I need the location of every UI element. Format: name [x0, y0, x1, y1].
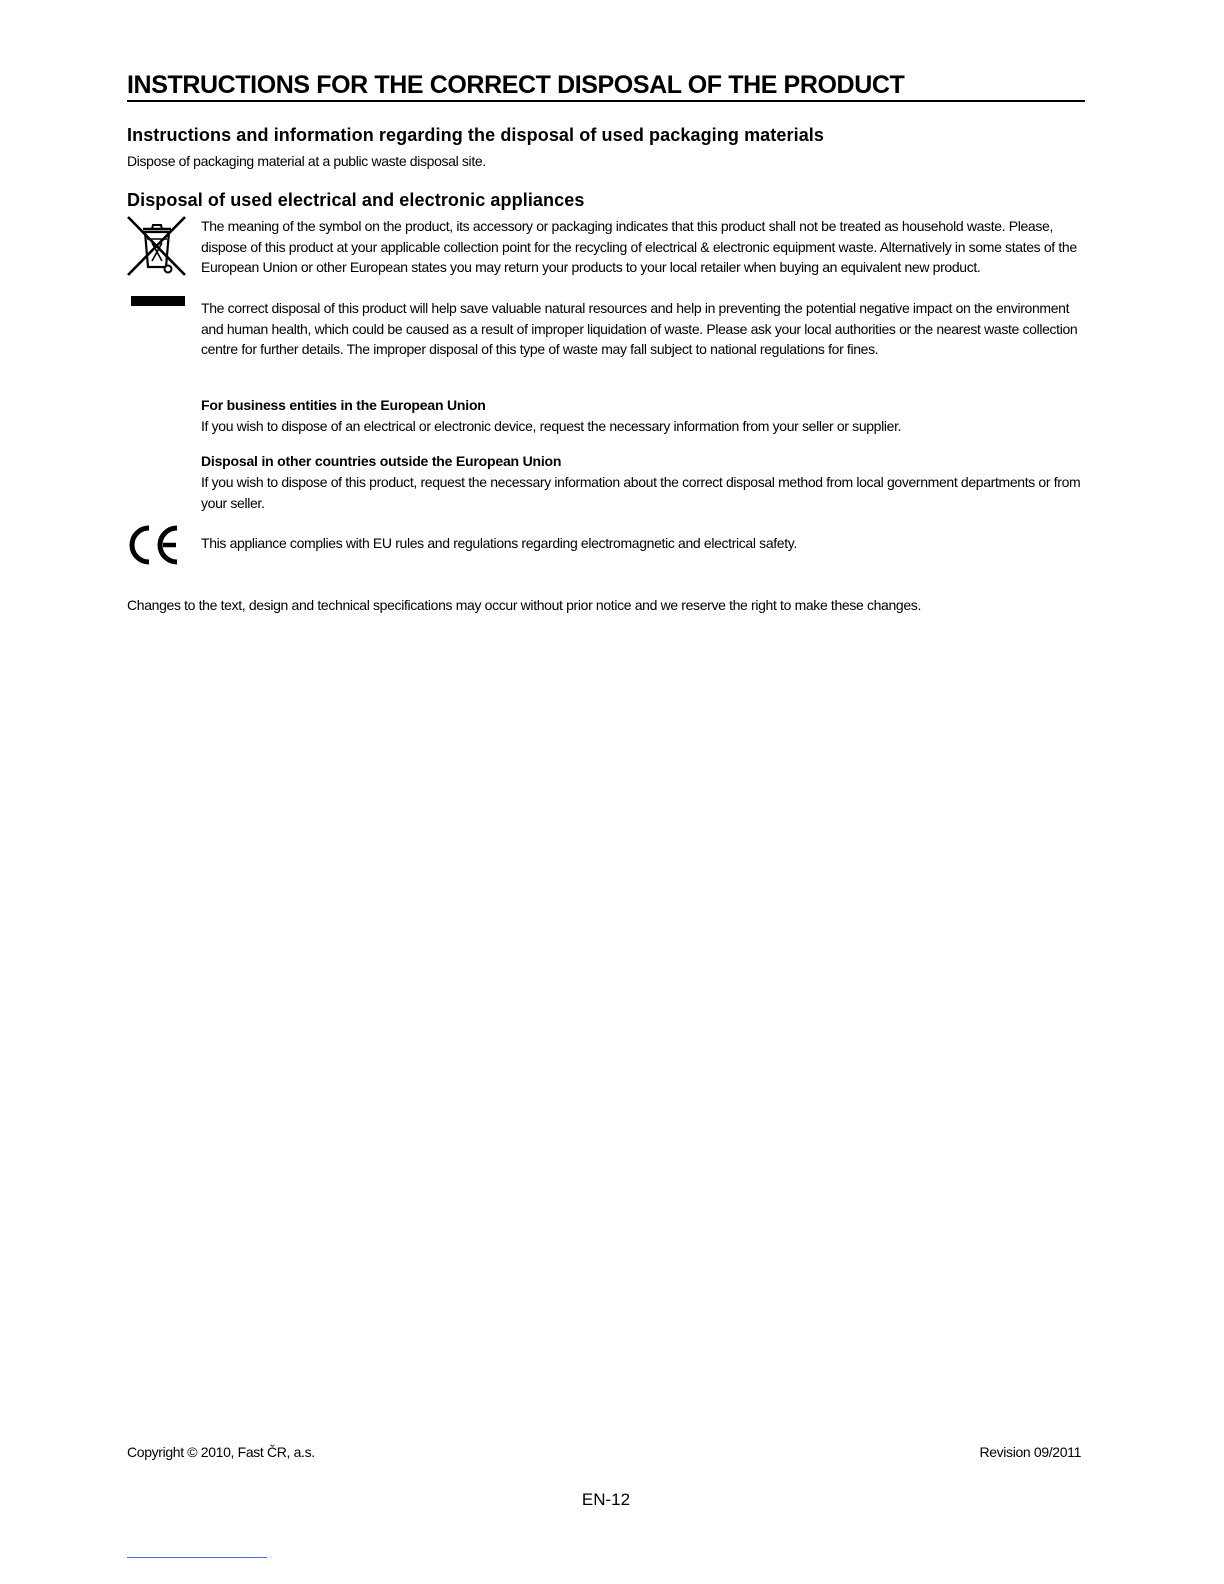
ce-compliance-text: This appliance complies with EU rules and regulations regarding electromagnetic and electrical safety.	[201, 535, 797, 551]
packaging-text: Dispose of packaging material at a public waste disposal site.	[127, 153, 486, 169]
footer-copyright: Copyright © 2010, Fast ČR, a.s.	[127, 1444, 315, 1460]
page-number: EN-12	[581, 1490, 631, 1509]
changes-notice: Changes to the text, design and technical specifications may occur without prior notice and we reserve the right to make these changes.	[127, 597, 921, 613]
other-countries-heading: Disposal in other countries outside the European Union	[201, 453, 562, 469]
page-title: INSTRUCTIONS FOR THE CORRECT DISPOSAL OF THE PRODUCT	[127, 72, 1085, 102]
ce-mark-icon	[125, 524, 181, 566]
weee-paragraph-1: The meaning of the symbol on the product, its accessory or packaging indicates that this product shall not be treated as household waste. Please, dispose of this product at your applicable collection point for the recycling of electrical & electronic equipment waste. Alternatively in some states of the European Union or other European states you may return your products to your local retailer when buying an equivalent new product.	[201, 218, 1077, 276]
other-countries-text: If you wish to dispose of this product, request the necessary information about the correct disposal method from local government departments or from your seller.	[201, 474, 1081, 511]
weee-heading: Disposal of used electrical and electronic appliances	[127, 190, 585, 210]
packaging-heading: Instructions and information regarding the disposal of used packaging materials	[127, 125, 825, 145]
business-heading: For business entities in the European Union	[201, 397, 486, 413]
weee-paragraph-2: The correct disposal of this product will help save valuable natural resources and help in preventing the potential negative impact on the environment and human health, which could be caused as a result of improper liquidation of waste. Please ask your local authorities or the nearest waste collection centre for further details. The improper disposal of this type of waste may fall subject to national regulations for fines.	[201, 300, 1078, 358]
footer-revision: Revision 09/2011	[979, 1444, 1081, 1460]
business-text: If you wish to dispose of an electrical or electronic device, request the necessary information from your seller or supplier.	[201, 418, 902, 434]
crossed-out-wheelie-bin-icon	[125, 213, 189, 309]
footer-divider	[127, 1557, 267, 1558]
